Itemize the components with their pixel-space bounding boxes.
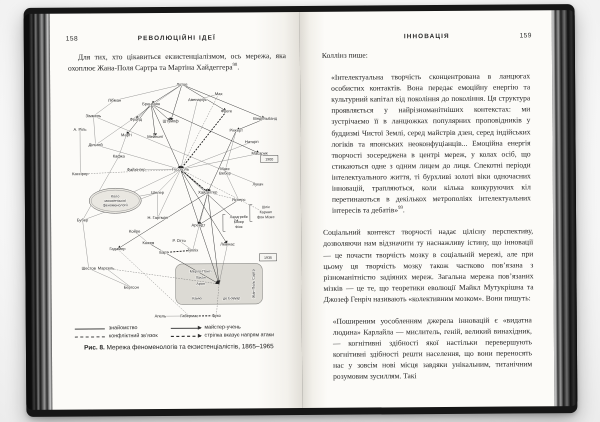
svg-text:Кафка: Кафка bbox=[112, 153, 125, 159]
svg-text:Бекер: Бекер bbox=[233, 220, 244, 225]
body-paragraph: Соціальний контекст творчості надає цілісну перспективу, дозволяючи нам відзначити ту наснажливу істину, що інновації — це почасти творчість мозку в соціальній мережі, але при цьому ця творчість мозку також частково пов’язана з різноманітністю задіяних мереж. Загальна мережа пов’язаних мізків — це те, що теоретики еволюції Майкл Мутукрішна та Джозеф Генріч називають «колективним мозком». Вони пишуть: bbox=[323, 226, 534, 304]
quote1-text: «Інтелектуальна творчість сконцентрована в ланцюгах особистих контактів. Вона передає емоційну енергію та культурний капітал від покоління до покоління. Ця структура проявляється у найрізноманітніших контекстах: ми зустрічаємо її в ланцюжках популярних проповідників у буддизмі Чистої Землі, серед майстрів дзен, серед індійських логіків та японських неоконфуціанців... Емоційна енергія творчості зосереджена в центрі мереж, у колах осіб, що стикаються одне з одним лицем до лиця. Спекотні періоди інтелектуального життя, ті бурхливі золоті віки одночасних інновацій, трапляються, коли кілька конкуруючих кіл перетинаються в декількох метрополіях інтелектуальних інтересів та дебатів» bbox=[331, 71, 531, 215]
svg-text:Тілліх: Тілліх bbox=[187, 247, 199, 253]
svg-text:Р. Отто: Р. Отто bbox=[172, 238, 186, 244]
intro-text: Для тих, хто цікавиться екзистенціалізмом, ось мережа, яка охоплює Жана-Поля Сартра та Мартіна Хайдеггера bbox=[67, 51, 286, 73]
svg-text:Н. Гартман: Н. Гартман bbox=[147, 215, 169, 221]
page-left bbox=[50, 12, 303, 410]
dashed-line-sample bbox=[75, 336, 105, 337]
network-diagram bbox=[66, 76, 290, 323]
svg-text:Кожев: Кожев bbox=[142, 240, 155, 246]
svg-text:Лукач: Лукач bbox=[252, 181, 264, 187]
svg-text:Габермас: Габермас bbox=[180, 313, 199, 319]
svg-text:Шестов: Шестов bbox=[81, 265, 96, 271]
figure-caption-label: Рис. 8. bbox=[84, 344, 105, 352]
svg-text:Мерло-Понті: Мерло-Понті bbox=[189, 269, 212, 274]
svg-text:Арон: Арон bbox=[196, 282, 205, 287]
svg-text:А. Ріль: А. Ріль bbox=[73, 126, 87, 133]
page-number-right: 159 bbox=[519, 32, 532, 40]
svg-text:Хайдеггер: Хайдеггер bbox=[198, 189, 218, 195]
svg-text:Масарик: Масарик bbox=[251, 150, 268, 156]
svg-text:Фройд: Фройд bbox=[129, 116, 143, 122]
svg-text:Гуссерль: Гуссерль bbox=[172, 166, 190, 172]
svg-text:Жан-Поль Сартр: Жан-Поль Сартр bbox=[251, 269, 256, 299]
svg-text:Апель: Апель bbox=[154, 313, 167, 319]
svg-text:Марсель: Марсель bbox=[97, 265, 115, 271]
footnote-marker-99: 99 bbox=[398, 206, 403, 212]
svg-text:Карнап: Карнап bbox=[259, 210, 272, 215]
svg-text:Фінк: Фінк bbox=[235, 225, 243, 230]
svg-text:де Бовуар: де Бовуар bbox=[222, 296, 241, 301]
svg-text:Гадамер: Гадамер bbox=[109, 246, 126, 252]
svg-text:фон Мізес: фон Мізес bbox=[257, 215, 275, 220]
svg-text:Ясперс: Ясперс bbox=[231, 197, 246, 203]
svg-text:Мейнонг: Мейнонг bbox=[147, 134, 164, 140]
arrow-line-sample bbox=[170, 327, 200, 328]
svg-text:Бубер: Бубер bbox=[76, 217, 89, 223]
svg-text:Арендт: Арендт bbox=[191, 222, 206, 228]
svg-text:Шлік: Шлік bbox=[261, 205, 270, 210]
svg-text:Ріккерт: Ріккерт bbox=[229, 127, 244, 133]
svg-text:Левінас: Левінас bbox=[220, 241, 235, 247]
svg-text:Дільтей: Дільтей bbox=[88, 142, 103, 148]
legend-master-student: майстер-учень bbox=[170, 324, 282, 331]
svg-text:Мах: Мах bbox=[214, 91, 223, 97]
svg-text:Шелер: Шелер bbox=[151, 190, 164, 196]
left-page-header bbox=[66, 34, 288, 43]
svg-text:Віндельбанд: Віндельбанд bbox=[253, 115, 278, 122]
figure-caption-text: Мережа феноменологів та екзистенціалістів, 1865–1965 bbox=[104, 343, 274, 352]
figure-caption bbox=[68, 343, 290, 352]
svg-text:Лакан: Лакан bbox=[195, 275, 206, 280]
svg-text:Авенаріус: Авенаріус bbox=[188, 97, 207, 103]
svg-text:Фуко: Фуко bbox=[211, 313, 221, 319]
running-header-left: РЕВОЛЮЦІЙНІ ІДЕЇ bbox=[137, 34, 216, 43]
legend-acquaintance: знайомство bbox=[75, 325, 171, 332]
svg-text:Барт: Барт bbox=[159, 249, 169, 255]
figure-legend bbox=[75, 324, 283, 339]
svg-text:Фреге: Фреге bbox=[220, 108, 233, 114]
page-edges-left bbox=[24, 14, 53, 410]
svg-text:Файхінгер: Файхінгер bbox=[126, 167, 146, 173]
svg-text:Лотце: Лотце bbox=[176, 81, 188, 87]
running-header-right: ІННОВАЦІЯ bbox=[403, 32, 450, 41]
lead-paragraph: Коллінз пише: bbox=[321, 50, 368, 60]
figure-8 bbox=[66, 76, 290, 352]
right-page-header bbox=[322, 32, 532, 40]
svg-text:Кассірер: Кассірер bbox=[72, 171, 89, 177]
dashed-arrow-sample bbox=[171, 335, 201, 336]
svg-text:Бергсон: Бергсон bbox=[123, 284, 139, 290]
page-edges-right bbox=[552, 10, 578, 406]
svg-text:Зіммель: Зіммель bbox=[85, 113, 102, 119]
page-number-left: 158 bbox=[65, 35, 79, 43]
quote-block-2: «Поширеним уособленням джерела інновацій є «видатна людина» Карлайла — мислитель, геній, великий винахідник, — когнітивні здібності якої настільки перевершують когнітивні здібності решти населення, що вони переносять нас у зовсім нові місця завдяки унікальним, титанічним розумовим зусиллям. Такі bbox=[332, 315, 533, 382]
svg-text:Марті: Марті bbox=[121, 132, 132, 138]
legend-attack: стрілка вказує напрям атаки bbox=[171, 332, 283, 339]
svg-text:1935: 1935 bbox=[263, 256, 273, 261]
svg-text:1900: 1900 bbox=[265, 157, 274, 162]
solid-line-sample bbox=[75, 328, 105, 329]
svg-text:Койре: Койре bbox=[129, 228, 141, 234]
page-right bbox=[300, 10, 555, 408]
footnote-marker-98: 98 bbox=[232, 63, 238, 69]
svg-text:Лібман: Лібман bbox=[107, 97, 122, 103]
quote-block-1: «Інтелектуальна творчість сконцентрована в ланцюгах особистих контактів. Вона передає емоційну енергію та культурний капітал від покоління до покоління. Ця структура проявляється у найрізноманітніших контекстах: ми зустрічаємо її в ланцюжках популярних проповідників у буддизмі Чистої Землі, серед майстрів дзен, серед індійських логіків та японських неоконфуціанців... Емоційна енергія творчості зосереджена в центрі мереж, у колах осіб, що стикаються одне з одним лицем до лиця. Спекотні періоди інтелектуального життя, ті бурхливі золоті віки одночасних інновацій, трапляються, коли кілька конкуруючих кіл перетинаються в декількох метрополіях інтелектуальних інтересів та дебатів»$^{99}$. bbox=[331, 71, 531, 215]
svg-text:Брентано: Брентано bbox=[142, 101, 161, 107]
svg-text:Коломюнхенськоїфеноменології: Коло мюнхенської феноменології bbox=[102, 194, 128, 208]
legend-conflict: конфліктний зв’язок bbox=[75, 333, 171, 340]
svg-text:Камю: Камю bbox=[192, 296, 202, 301]
open-book bbox=[24, 4, 578, 417]
svg-text:Штумпф: Штумпф bbox=[162, 118, 179, 124]
intro-paragraph: Для тих, хто цікавиться екзистенціалізмом, ось мережа, яка охоплює Жана-Поля Сартра та Мартіна Хайдеггера$^{98}$. bbox=[67, 51, 286, 73]
svg-text:МаксВебер: Макс Вебер bbox=[219, 166, 231, 176]
svg-text:Ландгребе: Ландгребе bbox=[229, 215, 248, 220]
svg-text:Наторп: Наторп bbox=[244, 139, 259, 145]
